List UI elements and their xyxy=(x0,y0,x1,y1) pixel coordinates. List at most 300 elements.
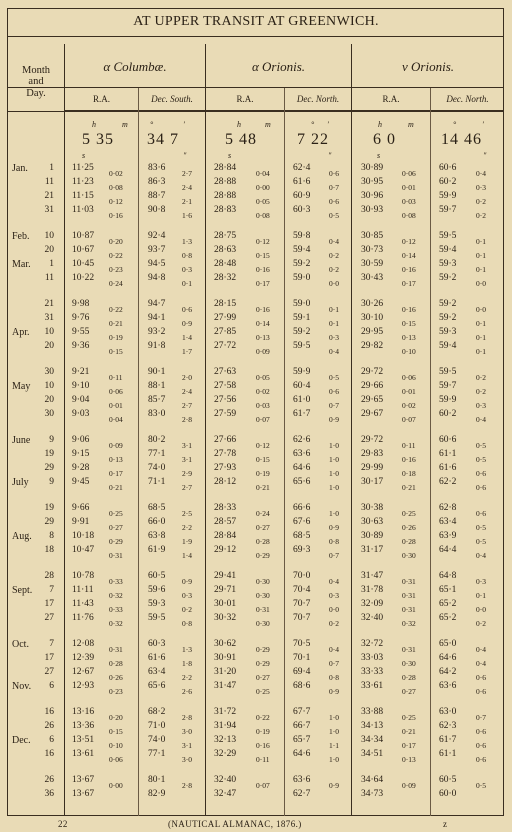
difference-value: 0·4 xyxy=(329,577,339,586)
difference-value: 0·02 xyxy=(256,387,270,396)
difference-value: 0·5 xyxy=(329,373,339,382)
difference-value: 0·06 xyxy=(402,373,416,382)
day-label: 6 xyxy=(49,681,54,691)
difference-value: 0·27 xyxy=(402,687,416,696)
month-label: Sept. xyxy=(12,585,33,596)
cell-value: 28·15 xyxy=(214,299,237,309)
difference-value: 0·00 xyxy=(109,781,123,790)
cell-value: 92·4 xyxy=(148,231,166,241)
cell-value: 12·93 xyxy=(72,681,95,691)
cell-value: 30·63 xyxy=(361,517,384,527)
cell-value: 60·3 xyxy=(148,639,166,649)
difference-value: 0·15 xyxy=(109,347,123,356)
difference-value: 0·1 xyxy=(329,305,339,314)
difference-value: 0·8 xyxy=(182,619,192,628)
ra-dec-divider-1 xyxy=(138,88,139,816)
cell-value: 29·99 xyxy=(361,463,384,473)
difference-value: 0·10 xyxy=(402,347,416,356)
cell-value: 11·23 xyxy=(72,177,94,187)
difference-value: 0·7 xyxy=(476,713,486,722)
month-label: Apr. xyxy=(12,327,30,338)
day-label: 17 xyxy=(44,599,54,609)
cell-value: 9·76 xyxy=(72,313,90,323)
difference-value: 0·20 xyxy=(109,713,123,722)
cell-value: 82·9 xyxy=(148,789,166,799)
difference-value: 0·31 xyxy=(109,551,123,560)
cell-value: 59·2 xyxy=(293,327,311,337)
cell-value: 30·17 xyxy=(361,477,384,487)
difference-value: 0·25 xyxy=(402,509,416,518)
cell-value: 29·72 xyxy=(361,435,384,445)
cell-value: 10·22 xyxy=(72,273,95,283)
cell-value: 9·66 xyxy=(72,503,90,513)
cell-value: 30·91 xyxy=(214,653,237,663)
difference-value: 0·5 xyxy=(329,211,339,220)
difference-value: 0·16 xyxy=(256,265,270,274)
cell-value: 27·99 xyxy=(214,313,237,323)
difference-value: 0·1 xyxy=(182,279,192,288)
cell-value: 70·7 xyxy=(293,599,311,609)
difference-value: 0·3 xyxy=(329,333,339,342)
day-label: 16 xyxy=(44,749,54,759)
difference-value: 0·3 xyxy=(329,591,339,600)
cell-value: 66·7 xyxy=(293,721,311,731)
day-label: 18 xyxy=(44,545,54,555)
difference-value: 0·15 xyxy=(109,727,123,736)
cell-value: 59·4 xyxy=(439,245,457,255)
cell-value: 30·95 xyxy=(361,177,384,187)
difference-value: 0·6 xyxy=(329,197,339,206)
cell-value: 61·0 xyxy=(293,395,311,405)
cell-value: 71·0 xyxy=(148,721,166,731)
ra-dec-divider-3 xyxy=(430,88,431,816)
cell-value: 9·36 xyxy=(72,341,90,351)
difference-value: 0·28 xyxy=(402,537,416,546)
cell-value: 94·1 xyxy=(148,313,166,323)
difference-value: 0·01 xyxy=(402,387,416,396)
month-label: Nov. xyxy=(12,681,32,692)
difference-value: 0·5 xyxy=(476,523,486,532)
difference-value: 0·2 xyxy=(476,373,486,382)
cell-value: 9·06 xyxy=(72,435,90,445)
difference-value: 0·28 xyxy=(256,537,270,546)
cell-value: 63·6 xyxy=(293,775,311,785)
cell-value: 34·13 xyxy=(361,721,384,731)
cell-value: 68·5 xyxy=(148,503,166,513)
difference-value: 0·31 xyxy=(402,605,416,614)
cell-value: 60·2 xyxy=(439,409,457,419)
cell-value: 29·12 xyxy=(214,545,237,555)
cell-value: 28·84 xyxy=(214,163,237,173)
difference-value: 0·2 xyxy=(476,619,486,628)
difference-value: 0·1 xyxy=(476,265,486,274)
cell-value: 66·0 xyxy=(148,517,166,527)
cell-value: 63·4 xyxy=(439,517,457,527)
difference-value: 0·24 xyxy=(109,279,123,288)
difference-value: 0·33 xyxy=(109,577,123,586)
const-ra-1: 5 35 xyxy=(82,131,114,148)
cell-value: 60·3 xyxy=(293,205,311,215)
cell-value: 32·09 xyxy=(361,599,384,609)
difference-value: 0·1 xyxy=(476,591,486,600)
cell-value: 94·5 xyxy=(148,259,166,269)
cell-value: 30·10 xyxy=(361,313,384,323)
difference-value: 0·06 xyxy=(402,169,416,178)
difference-value: 0·31 xyxy=(402,577,416,586)
difference-value: 2·2 xyxy=(182,523,192,532)
cell-value: 59·2 xyxy=(439,273,457,283)
difference-value: 0·2 xyxy=(329,265,339,274)
difference-value: 0·9 xyxy=(182,319,192,328)
difference-value: 0·06 xyxy=(109,387,123,396)
difference-value: 1·9 xyxy=(182,537,192,546)
month-label: Feb. xyxy=(12,231,30,242)
difference-value: 0·5 xyxy=(476,537,486,546)
difference-value: 0·14 xyxy=(402,251,416,260)
difference-value: 0·09 xyxy=(109,441,123,450)
difference-value: 0·21 xyxy=(402,727,416,736)
cell-value: 90·1 xyxy=(148,367,166,377)
difference-value: 3·0 xyxy=(182,755,192,764)
difference-value: 0·2 xyxy=(476,387,486,396)
day-label: 1 xyxy=(49,259,54,269)
cell-value: 63·6 xyxy=(293,449,311,459)
difference-value: 0·25 xyxy=(256,687,270,696)
difference-value: 0·12 xyxy=(256,441,270,450)
difference-value: 2·1 xyxy=(182,197,192,206)
cell-value: 70·4 xyxy=(293,585,311,595)
difference-value: 2·0 xyxy=(182,373,192,382)
cell-value: 65·7 xyxy=(293,735,311,745)
signature-mark: z xyxy=(443,819,448,829)
cell-value: 10·18 xyxy=(72,531,95,541)
star2-divider xyxy=(351,44,352,816)
difference-value: 0·9 xyxy=(329,415,339,424)
arcsec-mark-3: ″ xyxy=(483,151,487,160)
difference-value: 0·16 xyxy=(109,211,123,220)
day-label: 26 xyxy=(44,721,54,731)
difference-value: 0·4 xyxy=(476,415,486,424)
sec-mark-1: s xyxy=(82,151,86,160)
cell-value: 66·6 xyxy=(293,503,311,513)
difference-value: 0·26 xyxy=(402,523,416,532)
difference-value: 1·0 xyxy=(329,713,339,722)
month-label: Aug. xyxy=(12,531,32,542)
cell-value: 9·91 xyxy=(72,517,90,527)
cell-value: 63·9 xyxy=(439,531,457,541)
difference-value: 0·08 xyxy=(109,183,123,192)
cell-value: 31·47 xyxy=(361,571,384,581)
cell-value: 34·73 xyxy=(361,789,384,799)
difference-value: 0·13 xyxy=(256,333,270,342)
difference-value: 0·2 xyxy=(329,619,339,628)
cell-value: 32·47 xyxy=(214,789,237,799)
cell-value: 30·59 xyxy=(361,259,384,269)
day-label: 9 xyxy=(49,435,54,445)
unit-h-1: h xyxy=(92,120,96,129)
difference-value: 0·8 xyxy=(329,673,339,682)
cell-value: 70·1 xyxy=(293,653,311,663)
difference-value: 2·4 xyxy=(182,183,192,192)
unit-h-2: h xyxy=(237,120,241,129)
cell-value: 13·51 xyxy=(72,735,95,745)
cell-value: 10·67 xyxy=(72,245,95,255)
difference-value: 0·6 xyxy=(476,673,486,682)
day-label: 26 xyxy=(44,775,54,785)
difference-value: 3·0 xyxy=(182,727,192,736)
arcsec-mark-1: ″ xyxy=(183,151,187,160)
const-ra-3: 6 0 xyxy=(373,131,396,148)
difference-value: 2·7 xyxy=(182,483,192,492)
cell-value: 11·25 xyxy=(72,163,94,173)
dec-header-2: Dec. North. xyxy=(296,94,340,105)
difference-value: 0·1 xyxy=(476,347,486,356)
cell-value: 67·6 xyxy=(293,517,311,527)
cell-value: 60·5 xyxy=(439,775,457,785)
cell-value: 32·29 xyxy=(214,749,237,759)
month-label: Oct. xyxy=(12,639,29,650)
difference-value: 0·4 xyxy=(329,645,339,654)
day-label: 27 xyxy=(44,613,54,623)
difference-value: 0·5 xyxy=(476,455,486,464)
cell-value: 62·4 xyxy=(293,163,311,173)
cell-value: 61·6 xyxy=(439,463,457,473)
cell-value: 60·9 xyxy=(293,191,311,201)
difference-value: 0·19 xyxy=(256,727,270,736)
unit-deg-3: ° xyxy=(453,120,457,129)
difference-value: 0·27 xyxy=(256,673,270,682)
cell-value: 93·2 xyxy=(148,327,166,337)
day-label: 11 xyxy=(44,273,54,283)
day-label: 19 xyxy=(44,449,54,459)
difference-value: 0·11 xyxy=(109,373,123,382)
cell-value: 30·73 xyxy=(361,245,384,255)
day-label: 21 xyxy=(44,191,54,201)
difference-value: 0·20 xyxy=(109,237,123,246)
difference-value: 0·17 xyxy=(109,469,123,478)
cell-value: 32·40 xyxy=(214,775,237,785)
cell-value: 71·1 xyxy=(148,477,166,487)
cell-value: 77·1 xyxy=(148,449,166,459)
day-label: 31 xyxy=(44,205,54,215)
cell-value: 61·7 xyxy=(293,409,311,419)
difference-value: 0·1 xyxy=(476,319,486,328)
difference-value: 1·0 xyxy=(329,727,339,736)
day-label: 10 xyxy=(44,327,54,337)
cell-value: 13·16 xyxy=(72,707,95,717)
cell-value: 65·2 xyxy=(439,613,457,623)
cell-value: 74·0 xyxy=(148,735,166,745)
const-ra-2: 5 48 xyxy=(225,131,257,148)
cell-value: 62·2 xyxy=(439,477,457,487)
star-alpha-orionis: α Orionis. xyxy=(251,59,306,75)
unit-h-3: h xyxy=(378,120,382,129)
difference-value: 0·6 xyxy=(329,169,339,178)
day-label: 7 xyxy=(49,639,54,649)
difference-value: 0·1 xyxy=(476,237,486,246)
difference-value: 1·0 xyxy=(329,455,339,464)
difference-value: 0·27 xyxy=(109,523,123,532)
cell-value: 11·76 xyxy=(72,613,94,623)
difference-value: 2·2 xyxy=(182,673,192,682)
cell-value: 28·33 xyxy=(214,503,237,513)
cell-value: 70·5 xyxy=(293,639,311,649)
difference-value: 0·17 xyxy=(256,279,270,288)
difference-value: 0·7 xyxy=(329,659,339,668)
difference-value: 0·02 xyxy=(402,401,416,410)
cell-value: 27·66 xyxy=(214,435,237,445)
cell-value: 31·78 xyxy=(361,585,384,595)
difference-value: 0·31 xyxy=(256,605,270,614)
difference-value: 0·6 xyxy=(182,305,192,314)
cell-value: 59·4 xyxy=(293,245,311,255)
cell-value: 62·8 xyxy=(439,503,457,513)
cell-value: 59·5 xyxy=(148,613,166,623)
cell-value: 61·9 xyxy=(148,545,166,555)
cell-value: 68·6 xyxy=(293,681,311,691)
day-label: 1 xyxy=(49,163,54,173)
star-alpha-columbae: α Columbæ. xyxy=(103,59,167,75)
difference-value: 0·12 xyxy=(256,237,270,246)
cell-value: 59·1 xyxy=(293,313,311,323)
cell-value: 59·3 xyxy=(439,327,457,337)
cell-value: 68·5 xyxy=(293,531,311,541)
cell-value: 11·11 xyxy=(72,585,94,595)
cell-value: 59·8 xyxy=(293,231,311,241)
cell-value: 65·6 xyxy=(148,681,166,691)
difference-value: 0·7 xyxy=(329,183,339,192)
cell-value: 28·75 xyxy=(214,231,237,241)
cell-value: 60·2 xyxy=(439,177,457,187)
month-label: Mar. xyxy=(12,259,31,270)
cell-value: 61·6 xyxy=(148,653,166,663)
cell-value: 29·41 xyxy=(214,571,237,581)
cell-value: 86·3 xyxy=(148,177,166,187)
cell-value: 9·98 xyxy=(72,299,90,309)
cell-value: 90·8 xyxy=(148,205,166,215)
difference-value: 3·1 xyxy=(182,741,192,750)
difference-value: 0·7 xyxy=(329,401,339,410)
cell-value: 70·7 xyxy=(293,613,311,623)
difference-value: 0·22 xyxy=(109,251,123,260)
difference-value: 0·15 xyxy=(402,319,416,328)
difference-value: 0·05 xyxy=(256,373,270,382)
cell-value: 65·1 xyxy=(439,585,457,595)
difference-value: 0·6 xyxy=(329,387,339,396)
difference-value: 0·3 xyxy=(476,401,486,410)
difference-value: 0·29 xyxy=(256,645,270,654)
cell-value: 30·89 xyxy=(361,531,384,541)
difference-value: 0·03 xyxy=(402,197,416,206)
cell-value: 65·2 xyxy=(439,599,457,609)
cell-value: 64·8 xyxy=(439,571,457,581)
cell-value: 33·03 xyxy=(361,653,384,663)
cell-value: 30·32 xyxy=(214,613,237,623)
cell-value: 31·72 xyxy=(214,707,237,717)
difference-value: 0·15 xyxy=(256,455,270,464)
difference-value: 2·8 xyxy=(182,781,192,790)
difference-value: 0·0 xyxy=(329,279,339,288)
ra-dec-divider-2 xyxy=(284,88,285,816)
cell-value: 59·4 xyxy=(439,341,457,351)
cell-value: 85·7 xyxy=(148,395,166,405)
cell-value: 32·72 xyxy=(361,639,384,649)
cell-value: 63·4 xyxy=(148,667,166,677)
day-label: 28 xyxy=(44,571,54,581)
cell-value: 68·2 xyxy=(148,707,166,717)
cell-value: 60·4 xyxy=(293,381,311,391)
cell-value: 33·33 xyxy=(361,667,384,677)
difference-value: 0·02 xyxy=(109,169,123,178)
cell-value: 34·34 xyxy=(361,735,384,745)
difference-value: 0·30 xyxy=(402,659,416,668)
difference-value: 0·30 xyxy=(402,551,416,560)
difference-value: 0·7 xyxy=(329,551,339,560)
cell-value: 70·0 xyxy=(293,571,311,581)
day-label: 19 xyxy=(44,503,54,513)
day-label: 20 xyxy=(44,245,54,255)
difference-value: 0·3 xyxy=(476,183,486,192)
const-dec-1: 34 7 xyxy=(147,131,179,148)
unit-min-3: ′ xyxy=(482,120,484,129)
cell-value: 28·32 xyxy=(214,273,237,283)
difference-value: 0·4 xyxy=(476,551,486,560)
cell-value: 31·17 xyxy=(361,545,384,555)
difference-value: 0·31 xyxy=(109,645,123,654)
cell-value: 60·6 xyxy=(439,163,457,173)
cell-value: 60·0 xyxy=(439,789,457,799)
cell-value: 59·5 xyxy=(439,231,457,241)
cell-value: 59·9 xyxy=(439,395,457,405)
month-col-divider xyxy=(64,44,65,816)
difference-value: 0·2 xyxy=(476,211,486,220)
cell-value: 91·8 xyxy=(148,341,166,351)
difference-value: 0·16 xyxy=(256,305,270,314)
difference-value: 0·30 xyxy=(256,577,270,586)
difference-value: 0·3 xyxy=(182,591,192,600)
ra-header-1: R.A. xyxy=(92,94,110,105)
cell-value: 61·6 xyxy=(293,177,311,187)
cell-value: 59·7 xyxy=(439,381,457,391)
difference-value: 3·1 xyxy=(182,441,192,450)
month-label: Jan. xyxy=(12,163,28,174)
difference-value: 0·0 xyxy=(476,305,486,314)
difference-value: 2·7 xyxy=(182,401,192,410)
day-label: 30 xyxy=(44,367,54,377)
difference-value: 0·19 xyxy=(109,333,123,342)
unit-deg-1: ° xyxy=(150,120,154,129)
cell-value: 29·95 xyxy=(361,327,384,337)
cell-value: 59·2 xyxy=(293,259,311,269)
day-label: 21 xyxy=(44,299,54,309)
cell-value: 28·84 xyxy=(214,531,237,541)
cell-value: 29·67 xyxy=(361,409,384,419)
cell-value: 29·83 xyxy=(361,449,384,459)
cell-value: 59·2 xyxy=(439,299,457,309)
difference-value: 1·7 xyxy=(182,347,192,356)
difference-value: 1·4 xyxy=(182,333,192,342)
const-dec-2: 7 22 xyxy=(297,131,329,148)
day-label: 6 xyxy=(49,735,54,745)
cell-value: 59·9 xyxy=(293,367,311,377)
cell-value: 13·36 xyxy=(72,721,95,731)
difference-value: 0·26 xyxy=(109,673,123,682)
cell-value: 64·6 xyxy=(293,463,311,473)
difference-value: 0·01 xyxy=(402,183,416,192)
cell-value: 62·3 xyxy=(439,721,457,731)
difference-value: 0·2 xyxy=(182,605,192,614)
cell-value: 28·48 xyxy=(214,259,237,269)
